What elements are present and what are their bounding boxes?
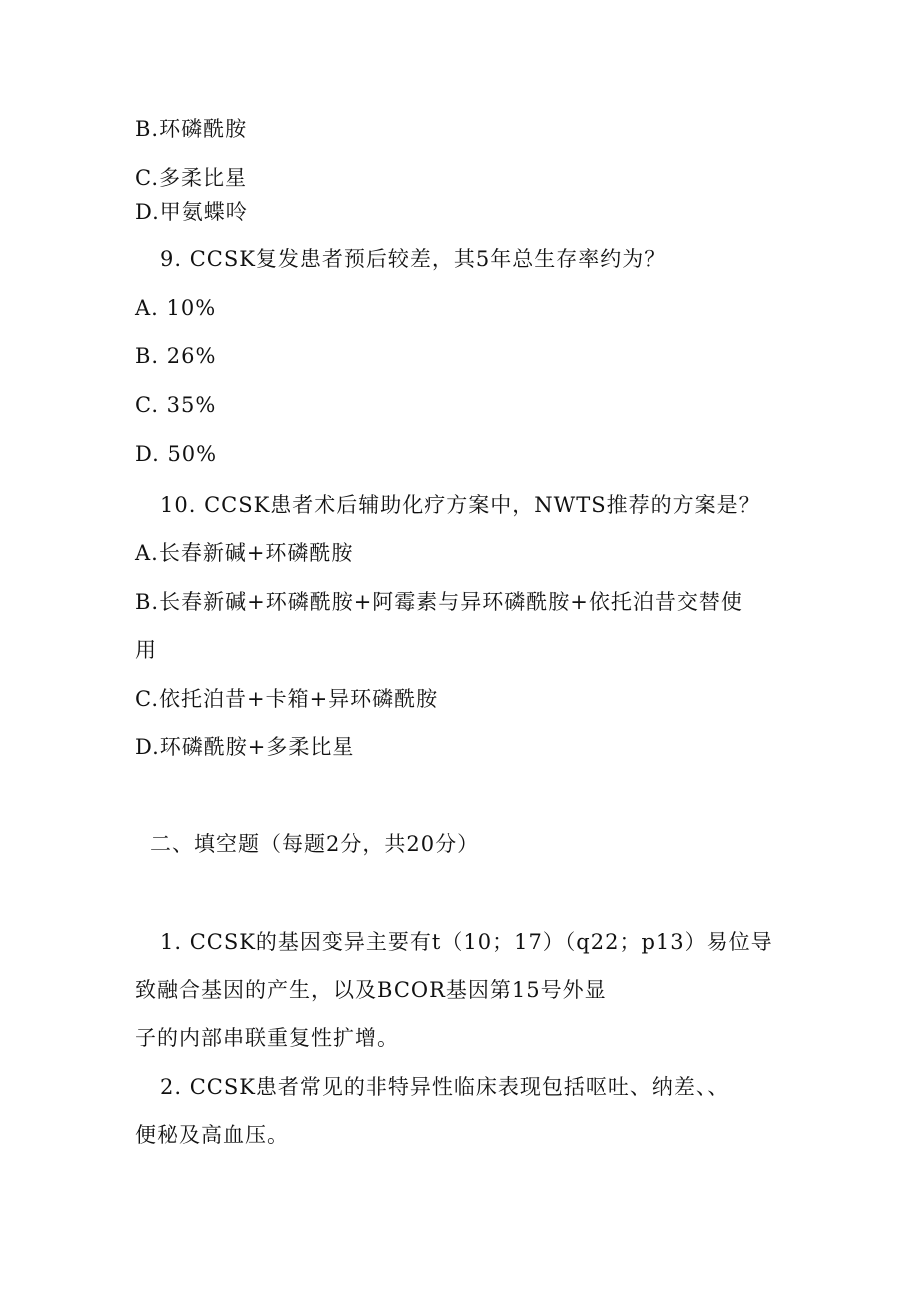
q10-option-a: A.长春新碱+环磷酰胺 (135, 541, 354, 565)
q9-option-a: A. 10% (135, 296, 217, 320)
fill-blank-1-line-1: 1. CCSK的基因变异主要有t（10；17）（q22；p13）易位导 (160, 930, 773, 954)
q10-question: 10. CCSK患者术后辅助化疗方案中，NWTS推荐的方案是？ (160, 493, 761, 517)
fill-blank-2-line-1: 2. CCSK患者常见的非特异性临床表现包括呕吐、纳差、、 (160, 1075, 730, 1099)
q8-option-b: B.环磷酰胺 (135, 117, 248, 141)
fill-blank-2-line-2: 便秘及高血压。 (135, 1123, 289, 1147)
section-2-title: 二、填空题（每题2分，共20分） (150, 832, 480, 856)
q10-option-d: D.环磷酰胺+多柔比星 (135, 735, 355, 759)
fill-blank-1-line-2: 致融合基因的产生，以及BCOR基因第15号外显 (135, 978, 607, 1002)
fill-blank-1-line-3: 子的内部串联重复性扩增。 (135, 1026, 399, 1050)
q9-question: 9. CCSK复发患者预后较差，其5年总生存率约为？ (160, 247, 667, 271)
q8-option-c: C.多柔比星 (135, 166, 247, 190)
q10-option-c: C.依托泊昔+卡箱+异环磷酰胺 (135, 687, 439, 711)
q9-option-d: D. 50% (135, 442, 218, 466)
q9-option-c: C. 35% (135, 393, 217, 417)
q9-option-b: B. 26% (135, 344, 217, 368)
q10-option-b-continued: 用 (135, 638, 157, 662)
q8-option-d: D.甲氨蝶呤 (135, 200, 248, 224)
q10-option-b: B.长春新碱+环磷酰胺+阿霉素与异环磷酰胺+依托泊昔交替使 (135, 590, 743, 614)
